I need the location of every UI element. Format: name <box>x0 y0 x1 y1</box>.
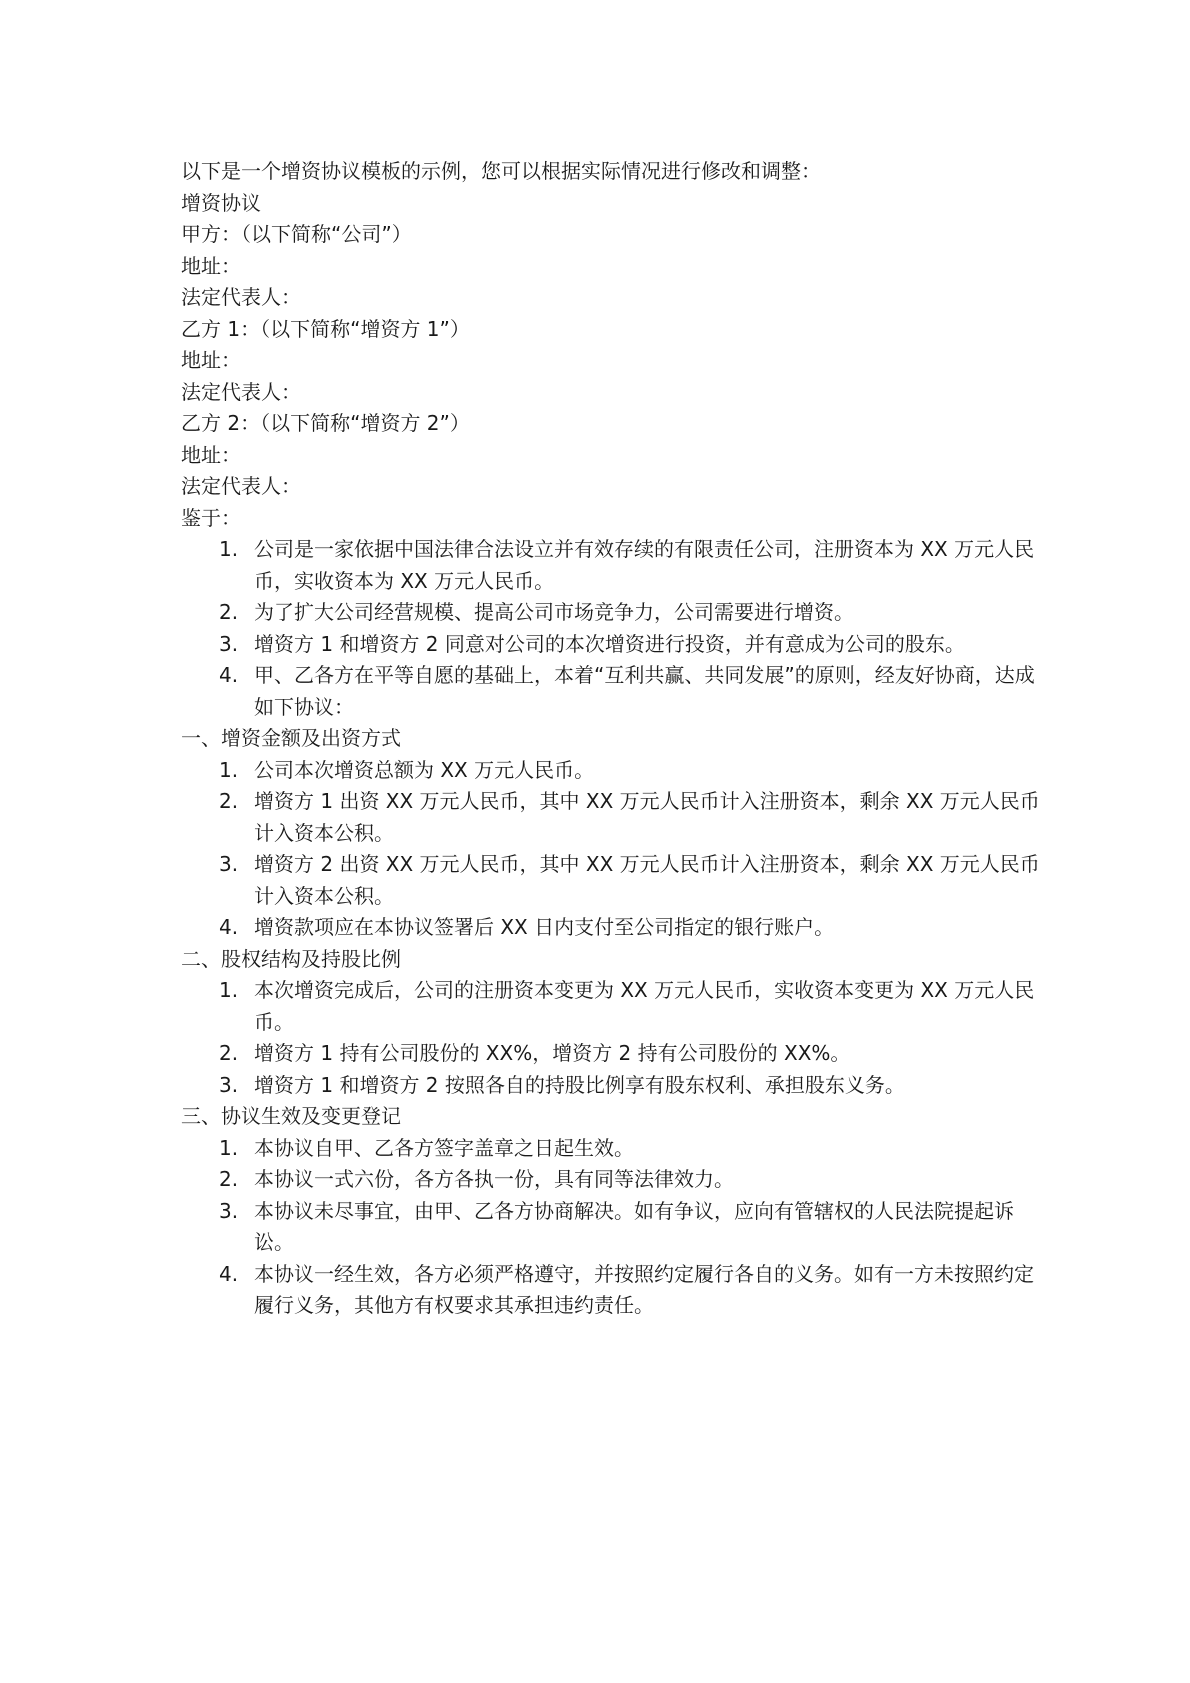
section-1-title: 一、增资金额及出资方式 <box>181 726 401 750</box>
item-text: 增资款项应在本协议签署后 XX 日内支付至公司指定的银行账户。 <box>254 915 835 939</box>
item-number: 4. <box>219 915 239 939</box>
list-item <box>181 1259 1041 1322</box>
item-number: 1. <box>219 757 239 782</box>
item-text: 本协议一经生效，各方必须严格遵守，并按照约定履行各自的义务。如有一方未按照约定履行义务，其他方有权要求其承担违约责任。 <box>254 1261 1034 1317</box>
section-1-list <box>181 755 1041 944</box>
party-b2-address: 地址： <box>181 442 241 467</box>
item-text: 增资方 1 出资 XX 万元人民币，其中 XX 万元人民币计入注册资本，剩余 XX 万元人民币计入资本公积。 <box>254 789 1040 845</box>
item-number: 3. <box>219 631 239 656</box>
item-text: 本次增资完成后，公司的注册资本变更为 XX 万元人民币，实收资本变更为 XX 万元人民币。 <box>254 978 1035 1034</box>
list-item <box>181 1133 1041 1165</box>
section-3-title: 三、协议生效及变更登记 <box>181 1104 401 1128</box>
section-2-title: 二、股权结构及持股比例 <box>181 946 401 971</box>
whereas-list <box>181 534 1041 723</box>
item-text: 增资方 2 出资 XX 万元人民币，其中 XX 万元人民币计入注册资本，剩余 XX 万元人民币计入资本公积。 <box>254 852 1040 908</box>
party-a-address: 地址： <box>181 253 241 278</box>
list-item <box>181 912 1041 944</box>
list-item <box>181 660 1041 723</box>
item-number: 4. <box>219 663 239 687</box>
item-text: 增资方 1 和增资方 2 同意对公司的本次增资进行投资，并有意成为公司的股东。 <box>254 631 965 656</box>
list-item <box>181 1070 1041 1102</box>
item-text: 本协议自甲、乙各方签字盖章之日起生效。 <box>254 1135 634 1160</box>
item-text: 增资方 1 持有公司股份的 XX%，增资方 2 持有公司股份的 XX%。 <box>254 1041 851 1065</box>
intro-text: 以下是一个增资协议模板的示例，您可以根据实际情况进行修改和调整： <box>181 159 821 183</box>
list-item <box>181 629 1041 661</box>
list-item <box>181 1038 1041 1070</box>
section-2-list <box>181 975 1041 1101</box>
list-item <box>181 1164 1041 1196</box>
party-b2-line: 乙方 2：（以下简称“增资方 2”） <box>181 411 470 435</box>
item-text: 公司本次增资总额为 XX 万元人民币。 <box>254 757 595 782</box>
list-item <box>181 849 1041 912</box>
section-3-list <box>181 1133 1041 1322</box>
item-number: 3. <box>219 1072 239 1097</box>
item-number: 1. <box>219 537 239 561</box>
item-number: 2. <box>219 1041 239 1065</box>
item-text: 为了扩大公司经营规模、提高公司市场竞争力，公司需要进行增资。 <box>254 600 854 624</box>
document-page <box>181 156 1041 1322</box>
item-number: 1. <box>219 1135 239 1160</box>
item-number: 1. <box>219 978 239 1002</box>
item-text: 甲、乙各方在平等自愿的基础上，本着“互利共赢、共同发展”的原则，经友好协商，达成如下协议： <box>254 663 1035 719</box>
item-text: 增资方 1 和增资方 2 按照各自的持股比例享有股东权利、承担股东义务。 <box>254 1072 905 1097</box>
party-a-representative: 法定代表人： <box>181 285 301 309</box>
party-b1-address: 地址： <box>181 348 241 372</box>
list-item <box>181 597 1041 629</box>
list-item <box>181 534 1041 597</box>
list-item <box>181 786 1041 849</box>
list-item <box>181 755 1041 787</box>
document-title: 增资协议 <box>181 190 261 215</box>
item-text: 公司是一家依据中国法律合法设立并有效存续的有限责任公司，注册资本为 XX 万元人民币，实收资本为 XX 万元人民币。 <box>254 537 1035 593</box>
item-text: 本协议未尽事宜，由甲、乙各方协商解决。如有争议，应向有管辖权的人民法院提起诉讼。 <box>254 1198 1014 1254</box>
party-a-line: 甲方：（以下简称“公司”） <box>181 222 412 246</box>
party-b1-representative: 法定代表人： <box>181 379 301 404</box>
item-number: 2. <box>219 1167 239 1191</box>
party-b2-representative: 法定代表人： <box>181 474 301 498</box>
item-number: 2. <box>219 789 239 813</box>
item-number: 3. <box>219 1198 239 1223</box>
list-item <box>181 975 1041 1038</box>
item-number: 3. <box>219 852 239 876</box>
whereas-label: 鉴于： <box>181 505 241 530</box>
list-item <box>181 1196 1041 1259</box>
party-b1-line: 乙方 1：（以下简称“增资方 1”） <box>181 316 470 341</box>
item-number: 2. <box>219 600 239 624</box>
item-number: 4. <box>219 1261 239 1286</box>
item-text: 本协议一式六份，各方各执一份，具有同等法律效力。 <box>254 1167 734 1191</box>
